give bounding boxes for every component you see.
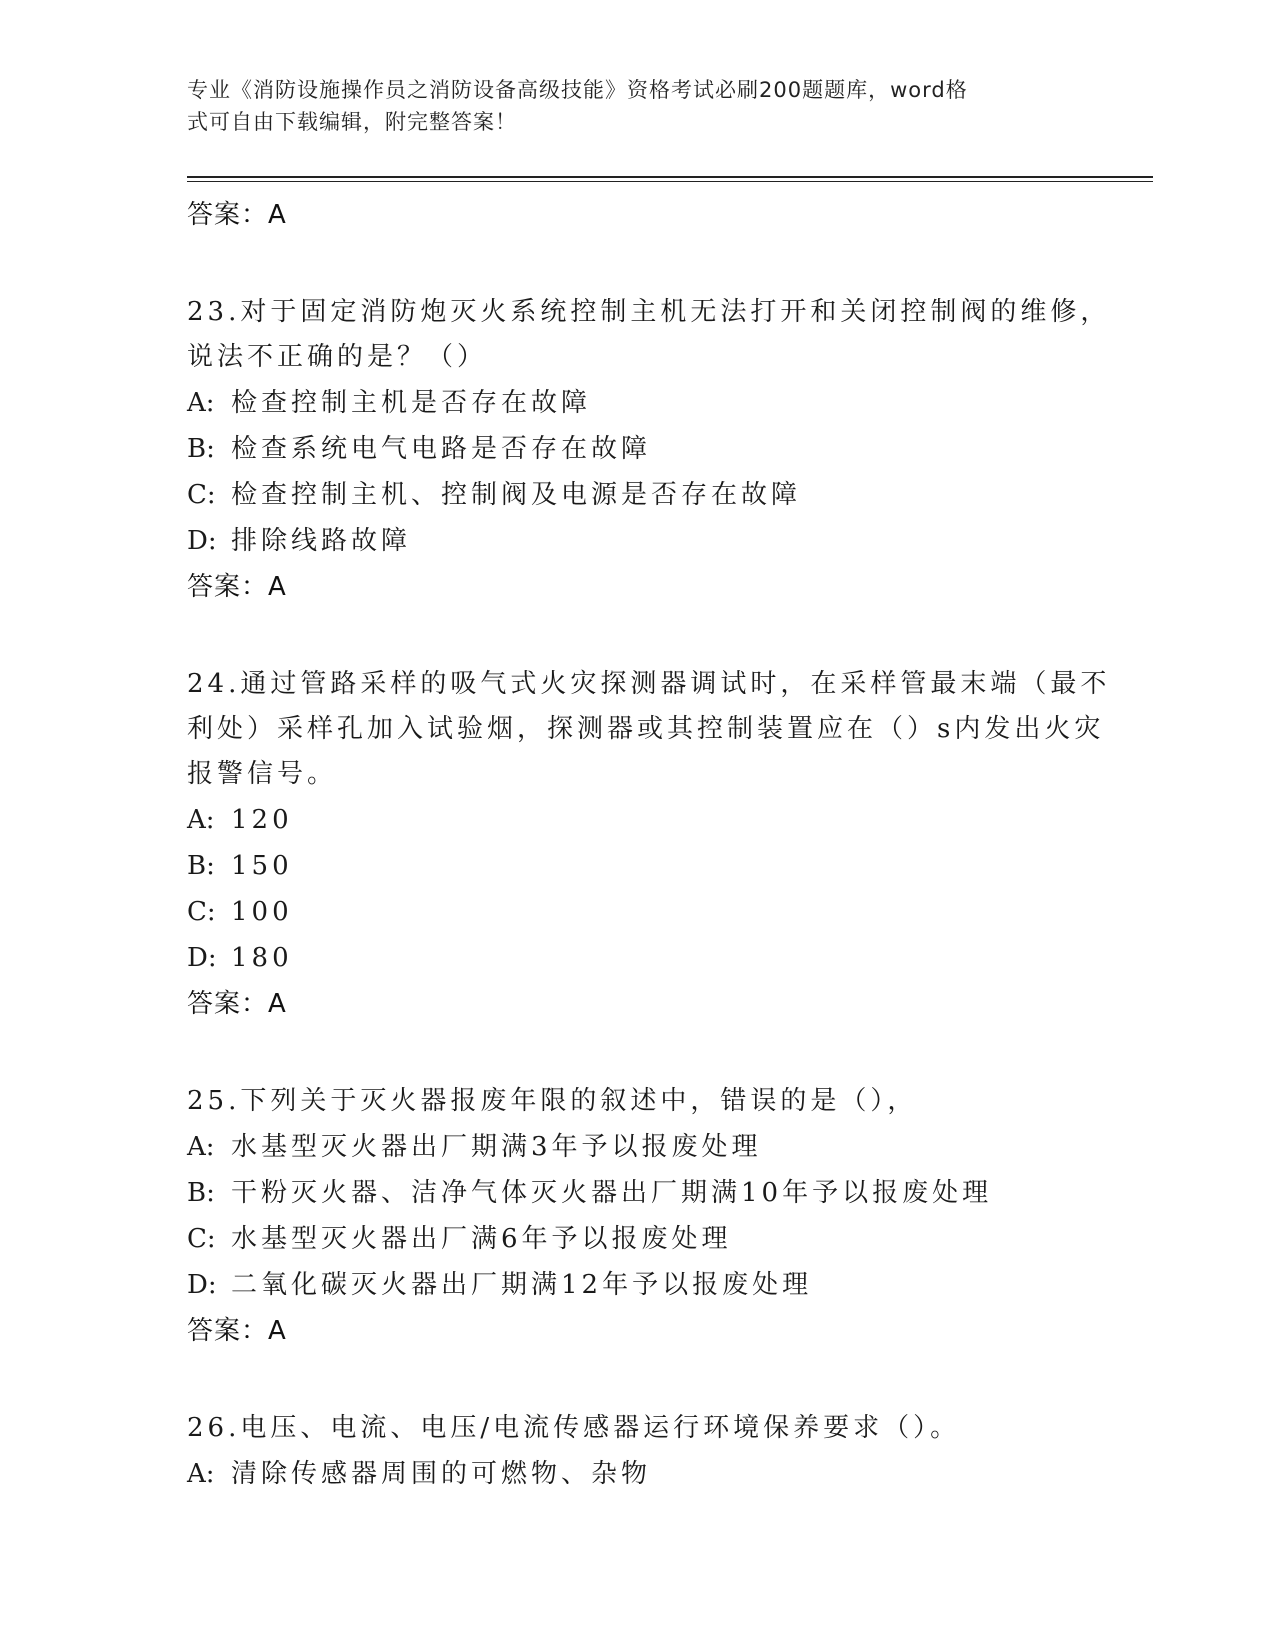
option-text: 水基型灭火器出厂满6年予以报废处理: [231, 1224, 732, 1254]
option-letter: B:: [187, 1178, 215, 1208]
answer-line: 答案：A: [187, 1316, 287, 1346]
option-letter: D:: [187, 1270, 217, 1300]
option-text: 干粉灭火器、洁净气体灭火器出厂期满10年予以报废处理: [231, 1178, 993, 1208]
document-header: [187, 74, 1087, 138]
option-text: 100: [231, 897, 293, 927]
option-c: [187, 1216, 1147, 1262]
option-a: [187, 1451, 1147, 1497]
option-letter: B:: [187, 434, 215, 464]
option-letter: A:: [187, 805, 215, 835]
option-letter: B:: [187, 851, 215, 881]
option-b: [187, 1170, 1147, 1216]
question-text: 26.电压、电流、电压/电流传感器运行环境保养要求（）。: [187, 1413, 961, 1443]
option-text: 清除传感器周围的可燃物、杂物: [231, 1459, 652, 1489]
option-text: 检查系统电气电路是否存在故障: [231, 434, 652, 464]
option-text: 180: [231, 943, 293, 973]
option-a: [187, 797, 1147, 843]
option-text: 排除线路故障: [231, 526, 412, 556]
option-text: 水基型灭火器出厂期满3年予以报废处理: [231, 1132, 762, 1162]
option-b: [187, 426, 1147, 472]
option-text: 检查控制主机、控制阀及电源是否存在故障: [231, 480, 802, 510]
option-d: [187, 935, 1147, 981]
option-text: 检查控制主机是否存在故障: [231, 388, 592, 418]
option-text: 150: [231, 851, 293, 881]
question-item: [187, 1079, 1147, 1354]
question-text: 25.下列关于灭火器报废年限的叙述中，错误的是（），: [187, 1086, 918, 1116]
question-item: [187, 1406, 1147, 1497]
question-item: [187, 290, 1147, 610]
option-d: [187, 1262, 1147, 1308]
option-letter: C:: [187, 897, 216, 927]
option-text: 120: [231, 805, 293, 835]
header-line-2: 式可自由下载编辑，附完整答案！: [187, 110, 517, 134]
option-b: [187, 843, 1147, 889]
option-a: [187, 1124, 1147, 1170]
option-letter: C:: [187, 480, 216, 510]
option-letter: D:: [187, 943, 217, 973]
question-item: [187, 662, 1147, 1027]
option-letter: A:: [187, 1459, 215, 1489]
question-text: 利处）采样孔加入试验烟，探测器或其控制装置应在（）s内发出火灾: [187, 714, 1105, 744]
option-text: 二氧化碳灭火器出厂期满12年予以报废处理: [231, 1270, 813, 1300]
option-a: [187, 380, 1147, 426]
question-text: 23.对于固定消防炮灭火系统控制主机无法打开和关闭控制阀的维修，: [187, 297, 1111, 327]
question-text: 24.通过管路采样的吸气式火灾探测器调试时，在采样管最末端（最不: [187, 669, 1111, 699]
option-letter: C:: [187, 1224, 216, 1254]
option-letter: A:: [187, 1132, 215, 1162]
answer-line: 答案：A: [187, 572, 287, 602]
header-line-1: 专业《消防设施操作员之消防设备高级技能》资格考试必刷200题题库，word格: [187, 78, 968, 102]
header-divider: [187, 176, 1153, 178]
question-text: 报警信号。: [187, 759, 338, 789]
option-c: [187, 889, 1147, 935]
option-letter: D:: [187, 526, 217, 556]
option-letter: A:: [187, 388, 215, 418]
answer-line: 答案：A: [187, 200, 287, 230]
answer-line: 答案：A: [187, 989, 287, 1019]
question-list: [187, 192, 1147, 1497]
question-text: 说法不正确的是？（）: [187, 342, 488, 372]
header-divider-thin: [187, 181, 1153, 182]
option-c: [187, 472, 1147, 518]
option-d: [187, 518, 1147, 564]
